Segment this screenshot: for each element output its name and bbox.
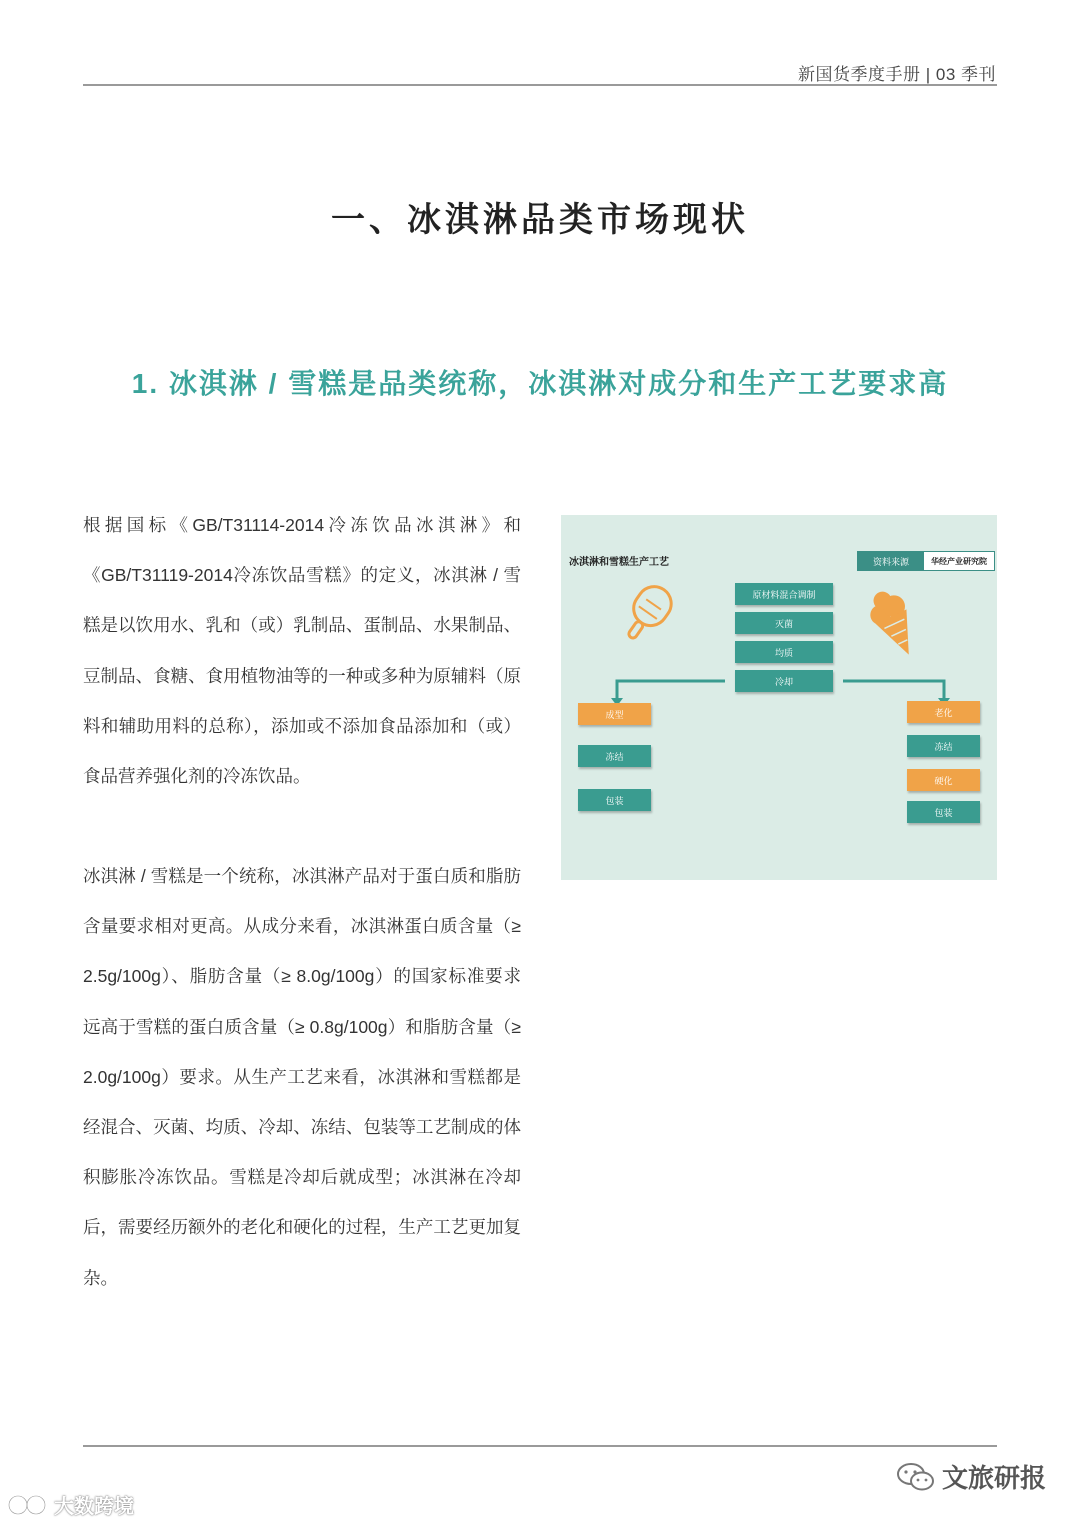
left-step-packaging: 包装 bbox=[578, 789, 651, 811]
section-title: 1. 冰淇淋 / 雪糕是品类统称，冰淇淋对成分和生产工艺要求高 bbox=[131, 368, 949, 399]
right-step-hardening: 硬化 bbox=[907, 769, 980, 791]
wechat-icon bbox=[896, 1461, 936, 1493]
step-homogenization: 均质 bbox=[735, 641, 833, 663]
watermark-left bbox=[6, 1490, 134, 1519]
step-cooling: 冷却 bbox=[735, 670, 833, 692]
right-step-aging: 老化 bbox=[907, 701, 980, 723]
watermark-right-text: 文旅研报 bbox=[941, 1463, 1046, 1493]
right-step-freezing: 冻结 bbox=[907, 735, 980, 757]
source-box bbox=[857, 551, 995, 571]
page-title: 一、冰淇淋品类市场现状 bbox=[331, 201, 749, 239]
left-step-forming: 成型 bbox=[578, 703, 651, 725]
paragraph-definition: 根据国标《GB/T31114-2014冷冻饮品冰淇淋》和《GB/T31119-2014冷冻饮品雪糕》的定义，冰淇淋 / 雪糕是以饮用水、乳和（或）乳制品、蛋制品、水果制品、豆制品、食糖、食用植物油等的一种或多种为原辅料（原料和辅助用料的总称），添加或不添加食品添加和（或）食品营养强化剂的冷冻饮品。 bbox=[83, 515, 521, 787]
production-process-diagram bbox=[561, 515, 997, 880]
step-sterilization: 灭菌 bbox=[735, 612, 833, 634]
header-rule bbox=[83, 84, 997, 86]
paragraph-comparison: 冰淇淋 / 雪糕是一个统称，冰淇淋产品对于蛋白质和脂肪含量要求相对更高。从成分来看，冰淇淋蛋白质含量（≥ 2.5g/100g）、脂肪含量（≥ 8.0g/100g）的国家标准要求远高于雪糕的蛋白质含量（≥ 0.8g/100g）和脂肪含量（≥ 2.0g/100g）要求。从生产工艺来看，冰淇淋和雪糕都是经混合、灭菌、均质、冷却、冻结、包装等工艺制成的体积膨胀冷冻饮品。雪糕是冷却后就成型；冰淇淋在冷却后，需要经历额外的老化和硬化的过程，生产工艺更加复杂。 bbox=[83, 866, 521, 1288]
right-arrow bbox=[843, 681, 944, 701]
diagram-title: 冰淇淋和雪糕生产工艺 bbox=[569, 557, 669, 568]
brand-logo-icon bbox=[6, 1493, 50, 1517]
left-arrow bbox=[617, 681, 725, 701]
step-mixing: 原材料混合调制 bbox=[735, 583, 833, 605]
watermark-right bbox=[896, 1458, 1046, 1495]
footer-rule bbox=[83, 1445, 997, 1447]
right-step-packaging: 包装 bbox=[907, 801, 980, 823]
header-text: 新国货季度手册 | 03 季刊 bbox=[798, 65, 996, 84]
left-step-freezing: 冻结 bbox=[578, 745, 651, 767]
popsicle-icon bbox=[617, 580, 678, 647]
watermark-left-text: 大数跨境 bbox=[54, 1496, 134, 1518]
source-value: 华经产业研究院 bbox=[931, 556, 987, 566]
source-label: 资料来源 bbox=[858, 552, 924, 570]
ice-cream-cone-icon bbox=[862, 584, 925, 662]
